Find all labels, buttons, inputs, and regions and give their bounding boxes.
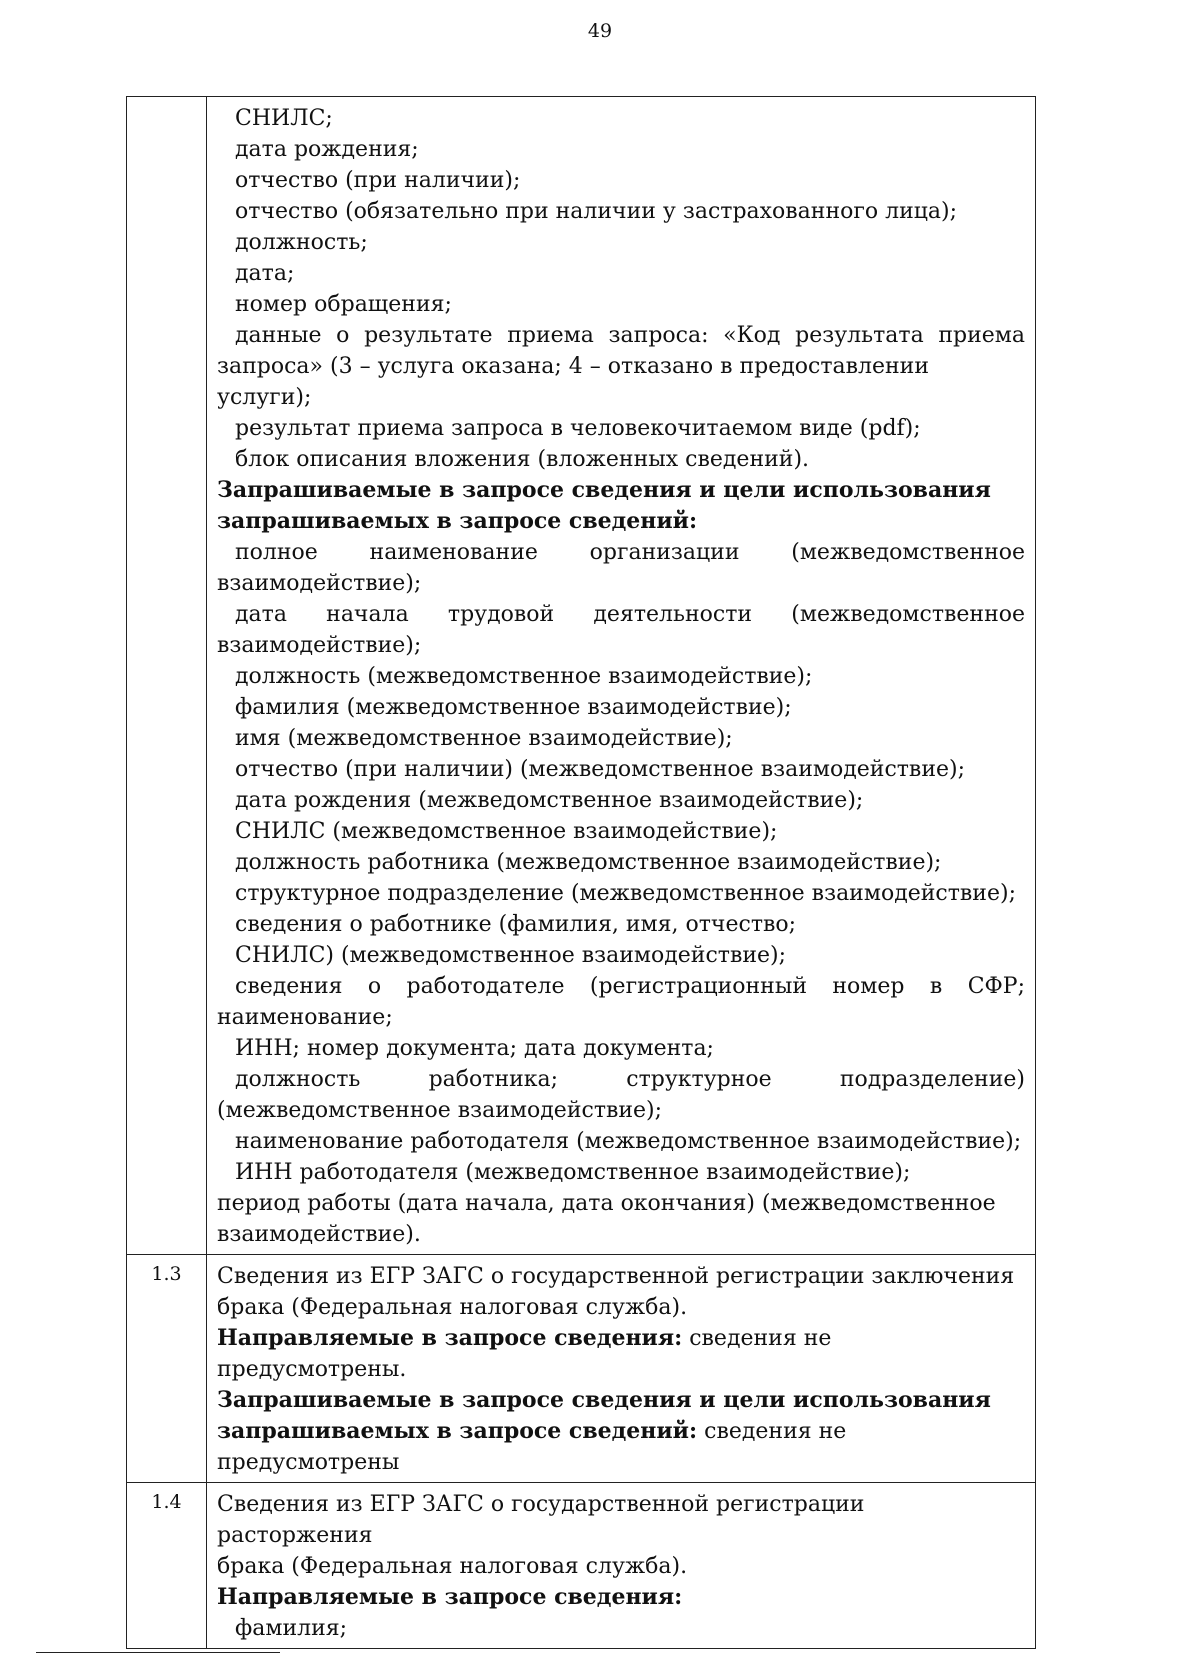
text-line	[217, 878, 1025, 909]
text-line	[217, 475, 1025, 506]
row-content	[207, 1483, 1036, 1649]
text-line	[217, 1033, 1025, 1064]
text-line	[217, 1323, 1025, 1385]
text-fragment: фамилия;	[235, 1616, 348, 1641]
text-fragment: Сведения из ЕГР ЗАГС о государственной регистрации расторжения	[217, 1492, 865, 1548]
text-fragment: ИНН работодателя (межведомственное взаимодействие);	[235, 1160, 911, 1185]
text-line	[217, 506, 1025, 537]
footnote-rule	[36, 1652, 280, 1653]
text-fragment: дата рождения (межведомственное взаимодействие);	[235, 788, 864, 813]
text-fragment: дата начала трудовой деятельности (межведомственное	[235, 602, 1025, 627]
text-fragment: наименование работодателя (межведомственное взаимодействие);	[235, 1129, 1022, 1154]
text-line	[217, 692, 1025, 723]
text-line	[217, 1416, 1025, 1478]
text-line	[217, 661, 1025, 692]
text-line	[217, 909, 1025, 940]
text-line	[217, 1188, 1025, 1219]
text-line	[217, 1095, 1025, 1126]
text-line	[217, 785, 1025, 816]
text-fragment: полное наименование организации (межведомственное	[235, 540, 1025, 565]
text-fragment: запроса» (3 – услуга оказана; 4 – отказано в предоставлении услуги);	[217, 354, 929, 410]
text-fragment: блок описания вложения (вложенных сведений).	[235, 447, 810, 472]
text-line	[217, 227, 1025, 258]
text-fragment: номер обращения;	[235, 292, 452, 317]
text-line	[217, 444, 1025, 475]
text-line	[217, 723, 1025, 754]
bold-heading: Запрашиваемые в запросе сведения и цели использования	[217, 477, 991, 503]
bold-heading: Направляемые в запросе сведения:	[217, 1584, 683, 1610]
text-line	[217, 940, 1025, 971]
text-line	[217, 289, 1025, 320]
text-fragment: ИНН; номер документа; дата документа;	[235, 1036, 714, 1061]
text-line	[217, 1261, 1025, 1292]
bold-label: Направляемые в запросе сведения:	[217, 1325, 683, 1351]
text-line	[217, 103, 1025, 134]
text-fragment: брака (Федеральная налоговая служба).	[217, 1295, 688, 1320]
text-fragment: дата;	[235, 261, 295, 286]
text-line	[217, 1292, 1025, 1323]
text-line	[217, 413, 1025, 444]
text-fragment: взаимодействие);	[217, 571, 422, 596]
text-fragment: должность работника; структурное подразделение)	[235, 1067, 1025, 1092]
text-fragment: фамилия (межведомственное взаимодействие);	[235, 695, 792, 720]
text-line	[217, 1551, 1025, 1582]
text-fragment: период работы (дата начала, дата окончания) (межведомственное	[217, 1191, 996, 1216]
text-fragment: брака (Федеральная налоговая служба).	[217, 1554, 688, 1579]
text-fragment: взаимодействие).	[217, 1222, 421, 1247]
text-line	[217, 134, 1025, 165]
text-line	[217, 1489, 1025, 1551]
text-fragment: СНИЛС (межведомственное взаимодействие);	[235, 819, 778, 844]
text-line	[217, 971, 1025, 1002]
text-line	[217, 1613, 1025, 1644]
text-line	[217, 1126, 1025, 1157]
text-fragment: отчество (при наличии) (межведомственное взаимодействие);	[235, 757, 965, 782]
text-line	[217, 196, 1025, 227]
text-line	[217, 351, 1025, 413]
text-line	[217, 537, 1025, 568]
table-row	[127, 1483, 1036, 1649]
text-fragment: СНИЛС) (межведомственное взаимодействие);	[235, 943, 787, 968]
text-line	[217, 1582, 1025, 1613]
text-line	[217, 258, 1025, 289]
text-line	[217, 1219, 1025, 1250]
page-number: 49	[587, 20, 613, 42]
text-line	[217, 599, 1025, 630]
text-fragment: отчество (обязательно при наличии у застрахованного лица);	[235, 199, 958, 224]
document-table	[126, 96, 1036, 1649]
text-fragment: должность работника (межведомственное взаимодействие);	[235, 850, 942, 875]
text-fragment: сведения о работодателе (регистрационный номер в СФР;	[235, 974, 1025, 999]
text-line	[217, 165, 1025, 196]
text-fragment: имя (межведомственное взаимодействие);	[235, 726, 733, 751]
row-number: 1.3	[127, 1255, 207, 1483]
text-fragment: (межведомственное взаимодействие);	[217, 1098, 663, 1123]
text-fragment: сведения о работнике (фамилия, имя, отчество;	[235, 912, 797, 937]
text-fragment: структурное подразделение (межведомственное взаимодействие);	[235, 881, 1016, 906]
text-fragment: сведения не предусмотрены	[217, 1419, 847, 1475]
text-fragment: должность;	[235, 230, 368, 255]
text-line	[217, 1064, 1025, 1095]
text-fragment: должность (межведомственное взаимодействие);	[235, 664, 813, 689]
bold-heading: запрашиваемых в запросе сведений:	[217, 508, 698, 534]
text-fragment: дата рождения;	[235, 137, 419, 162]
text-fragment: результат приема запроса в человекочитаемом виде (pdf);	[235, 416, 921, 441]
text-line	[217, 568, 1025, 599]
text-line	[217, 754, 1025, 785]
row-content	[207, 1255, 1036, 1483]
bold-heading: Запрашиваемые в запросе сведения и цели использования	[217, 1387, 991, 1413]
table-row	[127, 97, 1036, 1255]
row-number	[127, 97, 207, 1255]
text-fragment: отчество (при наличии);	[235, 168, 521, 193]
text-fragment: наименование;	[217, 1005, 393, 1030]
row-content	[207, 97, 1036, 1255]
row-number: 1.4	[127, 1483, 207, 1649]
text-fragment: сведения не предусмотрены.	[217, 1326, 832, 1382]
text-line	[217, 816, 1025, 847]
table-row	[127, 1255, 1036, 1483]
text-line	[217, 1385, 1025, 1416]
text-line	[217, 630, 1025, 661]
text-line	[217, 847, 1025, 878]
text-fragment: Сведения из ЕГР ЗАГС о государственной регистрации заключения	[217, 1264, 1015, 1289]
text-fragment: данные о результате приема запроса: «Код результата приема	[235, 323, 1025, 348]
text-fragment: СНИЛС;	[235, 106, 333, 131]
text-line	[217, 1157, 1025, 1188]
text-line	[217, 320, 1025, 351]
text-fragment: взаимодействие);	[217, 633, 422, 658]
bold-label: запрашиваемых в запросе сведений:	[217, 1418, 698, 1444]
text-line	[217, 1002, 1025, 1033]
